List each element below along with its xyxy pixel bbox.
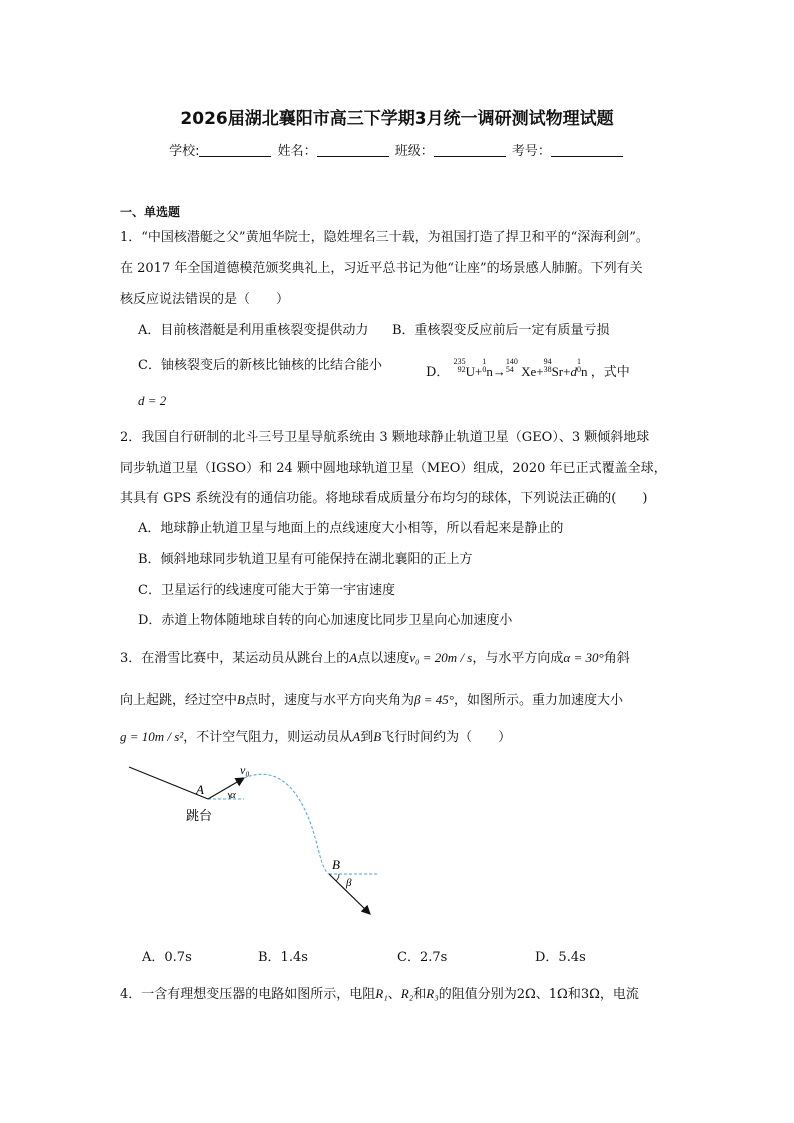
q1-d-value: d = 2 bbox=[138, 393, 167, 408]
q3-text: 到 bbox=[360, 730, 374, 745]
number-blank[interactable] bbox=[551, 144, 623, 157]
label-a: A bbox=[196, 782, 204, 797]
q3-option-d[interactable]: D．5.4s bbox=[535, 950, 586, 965]
gravity-value: g = 10m / s² bbox=[120, 729, 184, 744]
q3-text: 3．在滑雪比赛中，某运动员从跳台上的 bbox=[120, 651, 350, 666]
q1-option-d-tail: ，式中 bbox=[590, 365, 630, 380]
name-label: 姓名： bbox=[277, 144, 317, 159]
name-blank[interactable] bbox=[317, 144, 389, 157]
resistor-r3: R₃ bbox=[426, 986, 439, 1001]
q3-text: 点时，速度与水平方向夹角为 bbox=[244, 693, 414, 708]
q1-option-d[interactable] bbox=[426, 358, 630, 381]
resistance-values: 2Ω、1Ω bbox=[516, 987, 568, 1002]
q4-text: 4．一含有理想变压器的电路如图所示，电阻 bbox=[120, 987, 376, 1002]
point-b: B bbox=[373, 729, 382, 744]
q3-text: 点以速度 bbox=[357, 651, 410, 666]
q4-text: 和 bbox=[567, 987, 581, 1002]
angle-arc-beta bbox=[336, 874, 339, 881]
q3-text: 飞行时间约为（ ） bbox=[381, 730, 512, 745]
q3-text: 向上起跳，经过空中 bbox=[120, 693, 238, 708]
label-platform: 跳台 bbox=[186, 809, 213, 824]
q1-option-a[interactable]: A．目前核潜艇是利用重核裂变提供动力 bbox=[138, 323, 369, 338]
resistor-r2: R₂ bbox=[400, 986, 414, 1001]
q3-option-a[interactable]: A．0.7s bbox=[142, 950, 192, 965]
q3-text: 角斜 bbox=[603, 651, 630, 666]
q2-option-c[interactable]: C．卫星运行的线速度可能大于第一宇宙速度 bbox=[138, 583, 395, 598]
class-blank[interactable] bbox=[434, 144, 506, 157]
q1-line-3: 核反应说法错误的是（ ） bbox=[120, 292, 290, 307]
q1-line-1: 1．“中国核潜艇之父”黄旭华院士，隐姓埋名三十载，为祖国打造了捍卫和平的“深海利剑”。 bbox=[120, 230, 649, 245]
q2-line-3: 其具有 GPS 系统没有的通信功能。将地球看成质量分布均匀的球体，下列说法正确的( ) bbox=[120, 491, 648, 506]
q3-option-b[interactable]: B．1.4s bbox=[258, 950, 308, 965]
velocity-arrow-v0 bbox=[208, 778, 244, 799]
school-label: 学校: bbox=[169, 144, 200, 159]
number-label: 考号： bbox=[511, 144, 551, 159]
label-alpha: α bbox=[230, 789, 236, 801]
q3-text: ，不计空气阻力，则运动员从 bbox=[183, 730, 353, 745]
q3-line-3 bbox=[120, 729, 511, 746]
q1-option-c[interactable]: C．铀核裂变后的新核比铀核的比结合能小 bbox=[138, 358, 382, 373]
ski-jump-diagram bbox=[124, 758, 394, 923]
resistor-r1: R₁ bbox=[375, 986, 388, 1001]
q3-text: ，如图所示。重力加速度大小 bbox=[453, 693, 623, 708]
q4-text: 和 bbox=[413, 987, 427, 1002]
q3-line-1 bbox=[120, 650, 630, 667]
initial-velocity: v₀ = 20m / s bbox=[409, 650, 473, 665]
angle-beta: β = 45° bbox=[413, 692, 454, 707]
q2-option-d[interactable]: D．赤道上物体随地球自转的向心加速度比同步卫星向心加速度小 bbox=[138, 613, 513, 628]
q4-line-1 bbox=[120, 986, 639, 1003]
class-label: 班级： bbox=[394, 144, 434, 159]
q3-text: ，与水平方向成 bbox=[472, 651, 564, 666]
student-info-row bbox=[0, 140, 794, 159]
q3-option-c[interactable]: C．2.7s bbox=[397, 950, 448, 965]
q1-option-b[interactable]: B．重核裂变反应前后一定有质量亏损 bbox=[392, 323, 610, 338]
school-blank[interactable] bbox=[199, 144, 271, 157]
q2-option-b[interactable]: B．倾斜地球同步轨道卫星有可能保持在湖北襄阳的正上方 bbox=[138, 552, 473, 567]
q2-line-2: 同步轨道卫星（IGSO）和 24 颗中圆地球轨道卫星（MEO）组成，2020 年已正式覆盖全球， bbox=[120, 461, 667, 476]
q4-text: ，电流 bbox=[599, 987, 639, 1002]
label-beta: β bbox=[346, 877, 352, 889]
resistance-r3-value: 3Ω bbox=[580, 987, 600, 1002]
point-a: A bbox=[352, 729, 361, 744]
point-b: B bbox=[237, 692, 245, 707]
page-title: 2026届湖北襄阳市高三下学期3月统一调研测试物理试题 bbox=[180, 109, 614, 129]
q1-line-2: 在 2017 年全国道德模范颁奖典礼上，习近平总书记为他“让座”的场景感人肺腑。下列有关 bbox=[120, 261, 643, 276]
point-a: A bbox=[349, 650, 358, 665]
q1-option-d-label: D． bbox=[426, 365, 450, 380]
q3-line-2 bbox=[120, 692, 623, 709]
q4-separator: 、 bbox=[387, 987, 401, 1002]
label-v0: v₀ bbox=[240, 763, 250, 777]
section-heading: 一、单选题 bbox=[120, 205, 181, 219]
trajectory-curve bbox=[244, 774, 329, 874]
nuclear-equation: 235 92 U+ 1 0 n→ 140 54 Xe+ 94 38 Sr+d 1 0 n bbox=[453, 357, 591, 379]
label-b: B bbox=[332, 857, 340, 872]
q4-text: 的阻值分别为 bbox=[438, 987, 517, 1002]
angle-alpha: α = 30° bbox=[563, 650, 604, 665]
q2-line-1: 2．我国自行研制的北斗三号卫星导航系统由 3 颗地球静止轨道卫星（GEO）、3 颗倾斜地球 bbox=[120, 430, 650, 445]
q2-option-a[interactable]: A．地球静止轨道卫星与地面上的点线速度大小相等，所以看起来是静止的 bbox=[138, 521, 564, 536]
